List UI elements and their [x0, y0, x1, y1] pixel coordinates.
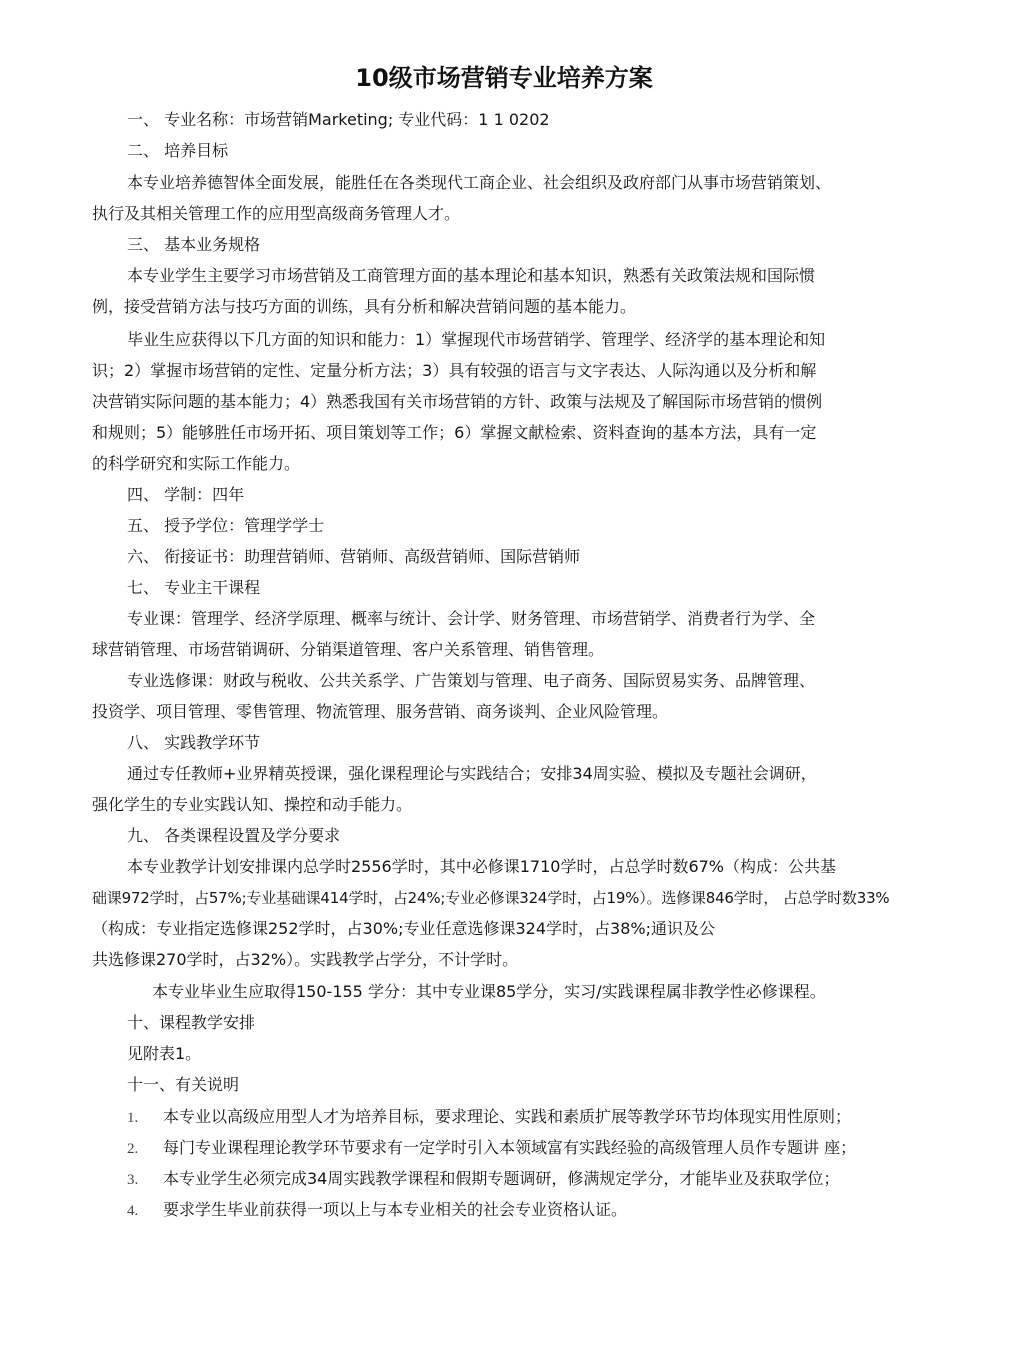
section-4-duration: 四、 学制：四年 [127, 485, 245, 504]
note-number: 4. [127, 1203, 139, 1219]
section-3-paragraph-line: 毕业生应获得以下几方面的知识和能力：1）掌握现代市场营销学、管理学、经济学的基本理论和知 [127, 330, 826, 349]
section-3-heading: 三、 基本业务规格 [127, 235, 261, 254]
section-2-paragraph-line: 本专业培养德智体全面发展，能胜任在各类现代工商企业、社会组织及政府部门从事市场营销策划、 [127, 173, 832, 192]
section-8-paragraph-line: 强化学生的专业实践认知、操控和动手能力。 [92, 795, 413, 814]
note-item [127, 1168, 839, 1191]
section-9-heading: 九、 各类课程设置及学分要求 [127, 826, 341, 845]
note-text: 要求学生毕业前获得一项以上与本专业相关的社会专业资格认证。 [163, 1200, 628, 1219]
section-7-paragraph-line: 球营销管理、市场营销调研、分销渠道管理、客户关系管理、销售管理。 [92, 640, 605, 659]
section-3-paragraph-line: 识；2）掌握市场营销的定性、定量分析方法；3）具有较强的语言与文字表达、人际沟通以及分析和解 [92, 361, 817, 380]
section-2-paragraph-line: 执行及其相关管理工作的应用型高级商务管理人才。 [92, 204, 461, 223]
note-item [127, 1199, 627, 1222]
section-7-heading: 七、 专业主干课程 [127, 578, 261, 597]
section-7-paragraph-line: 投资学、项目管理、零售管理、物流管理、服务营销、商务谈判、企业风险管理。 [92, 702, 669, 721]
section-3-paragraph-line: 本专业学生主要学习市场营销及工商管理方面的基本理论和基本知识，熟悉有关政策法规和国际惯 [127, 266, 816, 285]
section-10-heading: 十、课程教学安排 [127, 1013, 256, 1032]
section-3-paragraph-line: 的科学研究和实际工作能力。 [92, 454, 301, 473]
section-3-paragraph-line: 和规则；5）能够胜任市场开拓、项目策划等工作；6）掌握文献检索、资料查询的基本方法，具有一定 [92, 423, 817, 442]
note-text: 本专业学生必须完成34周实践教学课程和假期专题调研，修满规定学分，才能毕业及获取学位； [163, 1169, 840, 1188]
section-10-paragraph: 见附表1。 [127, 1044, 202, 1063]
note-number: 1. [127, 1110, 139, 1126]
section-9-paragraph-line: 共选修课270学时，占32%）。实践教学占学分，不计学时。 [92, 950, 519, 969]
section-9-paragraph-line: 本专业教学计划安排课内总学时2556学时，其中必修课1710学时，占总学时数67%（构成：公共基 [127, 857, 837, 876]
note-number: 3. [127, 1172, 139, 1188]
section-9-credits-line: 本专业毕业生应取得150-155 学分：其中专业课85学分，实习/实践课程属非教学性必修课程。 [152, 982, 826, 1001]
note-text: 本专业以高级应用型人才为培养目标，要求理论、实践和素质扩展等教学环节均体现实用性原则； [163, 1107, 852, 1126]
section-7-paragraph-line: 专业课：管理学、经济学原理、概率与统计、会计学、财务管理、市场营销学、消费者行为学、全 [127, 609, 816, 628]
section-1-major-name: 一、 专业名称：市场营销Marketing; 专业代码：1 1 0202 [127, 110, 550, 129]
note-item [127, 1137, 856, 1160]
note-item [127, 1106, 851, 1129]
section-5-degree: 五、 授予学位：管理学学士 [127, 516, 325, 535]
section-8-paragraph-line: 通过专任教师+业界精英授课，强化课程理论与实践结合；安排34周实验、模拟及专题社会调研， [127, 764, 817, 783]
document-title: 10级市场营销专业培养方案 [355, 64, 653, 92]
section-3-paragraph-line: 例，接受营销方法与技巧方面的训练，具有分析和解决营销问题的基本能力。 [92, 297, 637, 316]
section-3-paragraph-line: 决营销实际问题的基本能力；4）熟悉我国有关市场营销的方针、政策与法规及了解国际市场营销的惯例 [92, 392, 823, 411]
note-text: 每门专业课程理论教学环节要求有一定学时引入本领域富有实践经验的高级管理人员作专题讲 座； [163, 1138, 857, 1157]
section-6-certificates: 六、 衔接证书：助理营销师、营销师、高级营销师、国际营销师 [127, 547, 581, 566]
section-2-heading: 二、 培养目标 [127, 141, 229, 160]
section-9-paragraph-line: （构成：专业指定选修课252学时，占30%;专业任意选修课324学时，占38%;通识及公 [92, 919, 715, 938]
section-7-paragraph-line: 专业选修课：财政与税收、公共关系学、广告策划与管理、电子商务、国际贸易实务、品牌管理、 [127, 671, 816, 690]
note-number: 2. [127, 1141, 139, 1157]
section-8-heading: 八、 实践教学环节 [127, 733, 261, 752]
section-11-heading: 十一、有关说明 [127, 1075, 240, 1094]
section-9-paragraph-line: 础课972学时，占57%;专业基础课414学时，占24%;专业必修课324学时，占19%）。选修课846学时， 占总学时数33% [92, 889, 890, 907]
